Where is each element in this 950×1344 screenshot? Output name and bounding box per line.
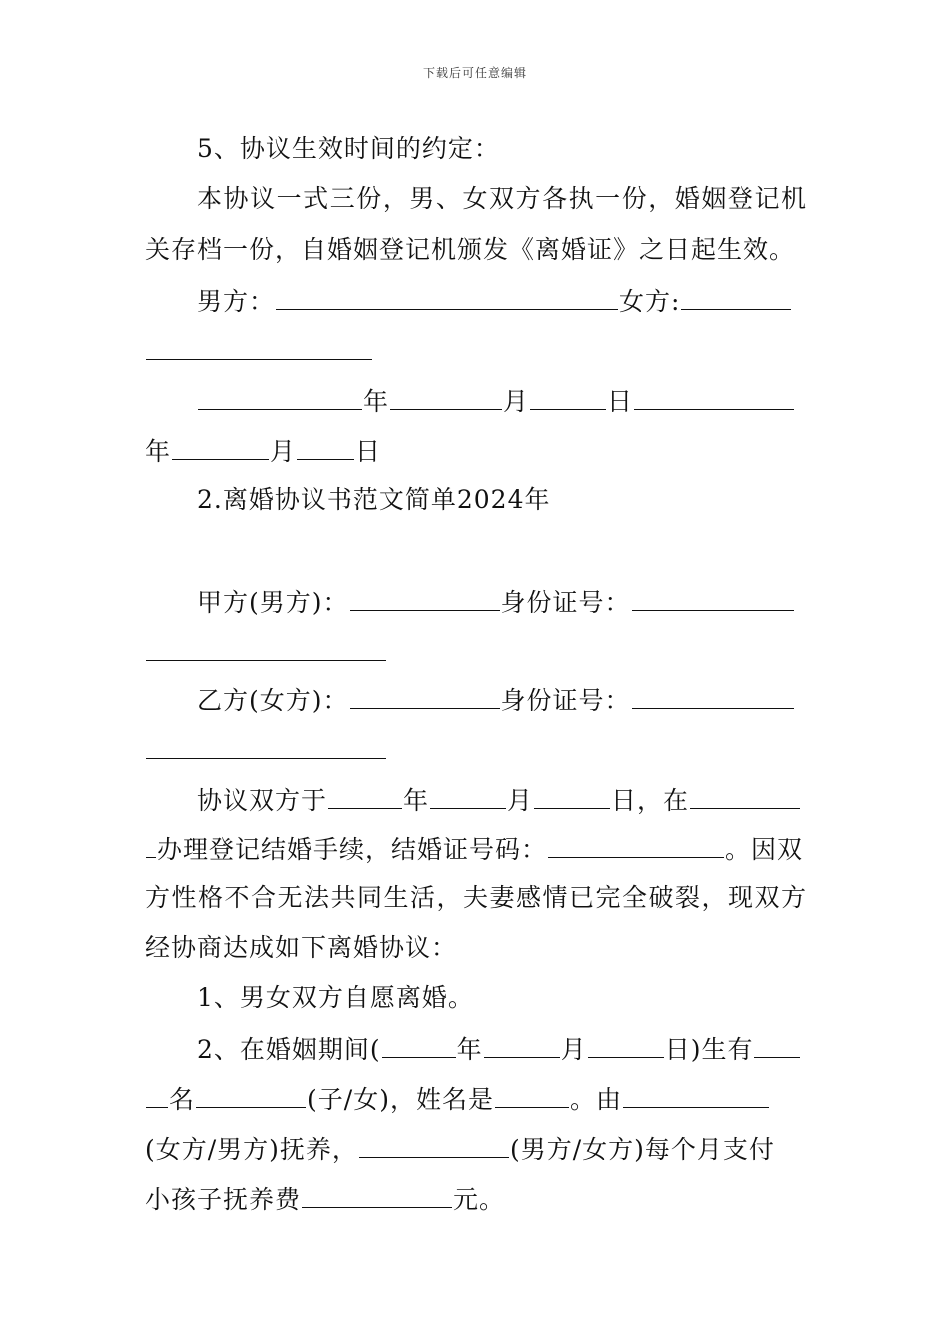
party-a-id-blank[interactable]	[632, 584, 794, 611]
year-label: 年	[363, 387, 390, 416]
paragraph-line: 本协议一式三份，男、女双方各执一份，婚姻登记机	[197, 184, 807, 213]
year-label: 年	[145, 437, 172, 466]
signature-line	[197, 283, 807, 319]
party-a-label: 甲方(男方)：	[197, 588, 349, 617]
signature-line-continued	[145, 333, 807, 369]
party-a-line	[197, 584, 807, 620]
text: 小孩子抚养费	[145, 1185, 302, 1214]
clause-2-line	[145, 1131, 807, 1167]
month-label: 月	[503, 387, 530, 416]
text: 。由	[569, 1085, 622, 1114]
child-support-amount-blank[interactable]	[302, 1181, 452, 1208]
clause-2-line	[145, 1181, 807, 1217]
month-blank[interactable]	[390, 383, 502, 410]
male-signature-blank[interactable]	[276, 283, 618, 310]
text: 。因双	[725, 835, 804, 864]
day-label: 日	[607, 387, 634, 416]
text: 2、在婚姻期间(	[197, 1035, 381, 1064]
text: 元。	[453, 1185, 506, 1214]
page-header-note: 下载后可任意编辑	[422, 66, 527, 80]
female-signature-blank[interactable]	[681, 283, 791, 310]
text: 日)生有	[664, 1035, 754, 1064]
clause-2-line	[197, 1031, 807, 1067]
registration-place-blank[interactable]	[690, 782, 800, 809]
text: (男方/女方)每个月支付	[509, 1135, 775, 1164]
paragraph-line: 关存档一份，自婚姻登记机颁发《离婚证》之日起生效。	[145, 235, 796, 264]
birth-month-blank[interactable]	[484, 1031, 560, 1058]
party-a-name-blank[interactable]	[350, 584, 500, 611]
party-b-name-blank[interactable]	[350, 682, 500, 709]
month-label: 月	[560, 1035, 587, 1064]
child-count-blank[interactable]	[754, 1031, 800, 1058]
section-heading: 2.离婚协议书范文简单2024年	[197, 485, 551, 514]
party-b-line	[197, 682, 807, 718]
party-b-line-continued	[145, 732, 807, 768]
party-b-id-blank-cont[interactable]	[146, 732, 386, 759]
text: 办理登记结婚手续，结婚证号码：	[157, 835, 548, 864]
id-number-label: 身份证号：	[500, 686, 631, 715]
payer-blank[interactable]	[359, 1131, 509, 1158]
male-party-label: 男方：	[197, 287, 276, 316]
paragraph-line: 方性格不合无法共同生活，夫妻感情已完全破裂，现双方	[145, 883, 807, 912]
day-blank[interactable]	[297, 433, 354, 460]
marriage-cert-number-blank[interactable]	[548, 831, 724, 858]
birth-year-blank[interactable]	[382, 1031, 456, 1058]
paragraph-line	[197, 782, 807, 818]
text: 协议双方于	[197, 786, 328, 815]
text: 日，在	[611, 786, 690, 815]
year-blank[interactable]	[198, 383, 362, 410]
child-gender-blank[interactable]	[196, 1081, 306, 1108]
female-party-label: 女方:	[619, 287, 681, 316]
clause-2-line	[145, 1081, 807, 1117]
id-number-label: 身份证号：	[500, 588, 631, 617]
child-count-blank-cont[interactable]	[146, 1081, 168, 1108]
party-b-id-blank[interactable]	[632, 682, 794, 709]
party-b-label: 乙方(女方)：	[197, 686, 349, 715]
clause-1: 1、男女双方自愿离婚。	[197, 983, 474, 1012]
marriage-day-blank[interactable]	[534, 782, 610, 809]
day-blank[interactable]	[530, 383, 606, 410]
text: 名	[169, 1085, 196, 1114]
paragraph-line	[145, 831, 807, 867]
date-line-continued	[145, 433, 807, 469]
month-label: 月	[507, 786, 534, 815]
month-label: 月	[270, 437, 297, 466]
female-signature-blank-cont[interactable]	[146, 333, 372, 360]
marriage-year-blank[interactable]	[328, 782, 402, 809]
marriage-month-blank[interactable]	[430, 782, 506, 809]
date-line	[197, 383, 807, 419]
text: (子/女)，姓名是	[307, 1085, 494, 1114]
year-label: 年	[403, 786, 430, 815]
clause-5-title: 5、协议生效时间的约定：	[197, 134, 500, 163]
party-a-line-continued	[145, 634, 807, 670]
birth-day-blank[interactable]	[588, 1031, 664, 1058]
custodian-blank[interactable]	[623, 1081, 769, 1108]
year-label: 年	[456, 1035, 483, 1064]
party-a-id-blank-cont[interactable]	[146, 634, 386, 661]
year-blank[interactable]	[634, 383, 794, 410]
paragraph-line: 经协商达成如下离婚协议：	[145, 933, 458, 962]
text: (女方/男方)抚养，	[145, 1135, 358, 1164]
day-label: 日	[355, 437, 382, 466]
child-name-blank[interactable]	[495, 1081, 569, 1108]
month-blank[interactable]	[172, 433, 269, 460]
registration-place-blank-cont[interactable]	[146, 831, 156, 858]
